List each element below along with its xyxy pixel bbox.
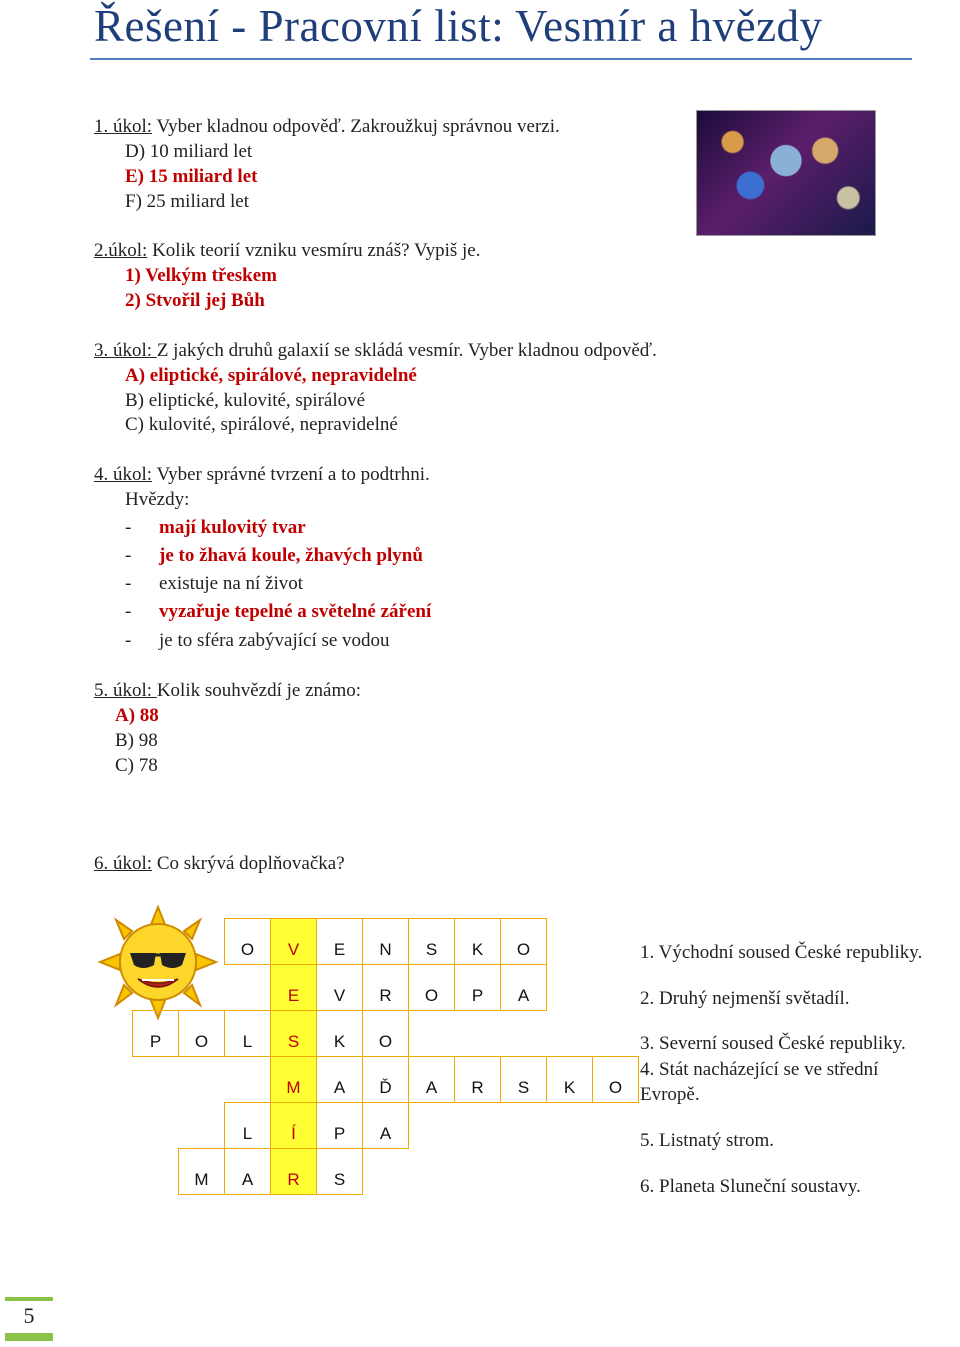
task3-label: 3. úkol: — [94, 340, 157, 361]
crossword-cell — [409, 919, 455, 965]
title-divider — [90, 58, 912, 60]
crossword-empty-cell — [133, 1057, 179, 1103]
crossword-empty-cell — [179, 919, 225, 965]
crossword-letter: A — [379, 1124, 392, 1143]
task4-question: Vyber správné tvrzení a to podtrhni. — [152, 464, 430, 485]
crossword-key-cell — [271, 1103, 317, 1149]
crossword-letter: Í — [291, 1124, 296, 1143]
crossword-cell — [363, 919, 409, 965]
task4-item — [125, 599, 431, 624]
task5-label: 5. úkol: — [94, 680, 157, 701]
crossword-letter: A — [241, 1170, 254, 1189]
crossword-cell — [593, 1057, 639, 1103]
crossword-empty-cell — [455, 1011, 501, 1057]
crossword-row — [133, 1103, 639, 1149]
crossword-row — [133, 919, 639, 965]
task5-option-b: B) 98 — [115, 730, 158, 751]
crossword-cell — [225, 1011, 271, 1057]
task4-item-text: je to žhavá koule, žhavých plynů — [159, 545, 423, 566]
task4-item-text: mají kulovitý tvar — [159, 517, 306, 538]
crossword-cell — [501, 919, 547, 965]
task1-option-e: E) 15 miliard let — [125, 166, 258, 187]
task4-item-text: je to sféra zabývající se vodou — [159, 630, 390, 651]
crossword-empty-cell — [133, 965, 179, 1011]
task3-option-a: A) eliptické, spirálové, nepravidelné — [125, 365, 417, 386]
crossword-key-cell — [271, 965, 317, 1011]
crossword-letter: Ď — [379, 1078, 392, 1097]
crossword-empty-cell — [133, 1103, 179, 1149]
crossword-row — [133, 1149, 639, 1195]
crossword-cell — [133, 1011, 179, 1057]
crossword-cell — [225, 919, 271, 965]
crossword-letter: S — [333, 1170, 346, 1189]
bullet-dash: - — [125, 573, 132, 594]
crossword-letter: M — [194, 1170, 209, 1189]
task2-question: Kolik teorií vzniku vesmíru znáš? Vypiš je. — [147, 240, 481, 261]
crossword-letter: S — [287, 1032, 300, 1051]
crossword-letter: V — [287, 940, 300, 959]
clue-2: 2. Druhý nejmenší světadíl. — [640, 988, 850, 1009]
page-number-rule-bottom — [5, 1333, 53, 1341]
task3-option-b: B) eliptické, kulovité, spirálové — [125, 390, 366, 411]
crossword-empty-cell — [179, 1057, 225, 1103]
crossword-empty-cell — [225, 1057, 271, 1103]
task4-item — [125, 515, 306, 540]
task1-heading — [94, 114, 560, 139]
clue-4: 4. Stát nacházející se ve střední — [640, 1059, 879, 1080]
crossword-cell — [363, 1103, 409, 1149]
crossword-letter: K — [471, 940, 484, 959]
task3-question: Z jakých druhů galaxií se skládá vesmír. Vyber kladnou odpověď. — [156, 340, 657, 361]
crossword-letter: K — [333, 1032, 346, 1051]
crossword-letter: V — [333, 986, 346, 1005]
crossword-letter: A — [425, 1078, 438, 1097]
crossword-cell — [547, 1057, 593, 1103]
task4-item-text: vyzařuje tepelné a světelné záření — [159, 601, 432, 622]
crossword-cell — [501, 1057, 547, 1103]
task4-item-text: existuje na ní život — [159, 573, 304, 594]
page-title: Řešení - Pracovní list: Vesmír a hvězdy — [94, 1, 823, 51]
crossword-empty-cell — [547, 1011, 593, 1057]
task4-item — [125, 571, 303, 596]
crossword-letter: O — [240, 940, 255, 959]
crossword-empty-cell — [547, 1149, 593, 1195]
task4-label: 4. úkol: — [94, 464, 153, 485]
bullet-dash: - — [125, 517, 132, 538]
crossword-key-cell — [271, 919, 317, 965]
crossword-empty-cell — [455, 1149, 501, 1195]
crossword-empty-cell — [409, 1149, 455, 1195]
crossword-cell — [179, 1011, 225, 1057]
crossword-letter: K — [563, 1078, 576, 1097]
task6-question: Co skrývá doplňovačka? — [152, 853, 345, 874]
crossword-key-cell — [271, 1057, 317, 1103]
crossword-letter: O — [378, 1032, 393, 1051]
crossword-row — [133, 965, 639, 1011]
crossword-letter: S — [517, 1078, 530, 1097]
crossword-empty-cell — [593, 919, 639, 965]
crossword-letter: R — [471, 1078, 484, 1097]
clue-4-continued: Evropě. — [640, 1084, 700, 1105]
crossword-cell — [317, 919, 363, 965]
crossword-empty-cell — [179, 1103, 225, 1149]
crossword-empty-cell — [501, 1149, 547, 1195]
crossword-cell — [455, 1057, 501, 1103]
task2-answer-2: 2) Stvořil jej Bůh — [125, 290, 265, 311]
page-number: 5 — [23, 1303, 35, 1328]
task4-heading — [94, 462, 430, 487]
clue-6: 6. Planeta Sluneční soustavy. — [640, 1176, 861, 1197]
task1-option-f: F) 25 miliard let — [125, 191, 250, 212]
task6-heading — [94, 851, 345, 876]
crossword-empty-cell — [363, 1149, 409, 1195]
crossword-letter: O — [516, 940, 531, 959]
crossword-empty-cell — [409, 1103, 455, 1149]
task2-label: 2.úkol: — [94, 240, 148, 261]
bullet-dash: - — [125, 601, 132, 622]
crossword-cell — [455, 919, 501, 965]
crossword-empty-cell — [547, 919, 593, 965]
crossword-cell — [363, 1057, 409, 1103]
crossword-cell — [317, 1149, 363, 1195]
crossword-empty-cell — [179, 965, 225, 1011]
crossword-empty-cell — [593, 1011, 639, 1057]
crossword-cell — [317, 965, 363, 1011]
crossword-cell — [317, 1057, 363, 1103]
crossword-key-cell — [271, 1011, 317, 1057]
crossword-cell — [179, 1149, 225, 1195]
crossword-letter: E — [287, 986, 300, 1005]
crossword-letter: M — [286, 1078, 301, 1097]
clue-3: 3. Severní soused České republiky. — [640, 1033, 906, 1054]
task5-heading — [94, 678, 361, 703]
crossword-letter: R — [379, 986, 392, 1005]
task4-item — [125, 628, 390, 653]
task5-option-a: A) 88 — [115, 705, 159, 726]
crossword-key-cell — [271, 1149, 317, 1195]
crossword-empty-cell — [409, 1011, 455, 1057]
crossword-letter: A — [333, 1078, 346, 1097]
crossword-cell — [363, 965, 409, 1011]
task3-option-c: C) kulovité, spirálové, nepravidelné — [125, 414, 398, 435]
clue-5: 5. Listnatý strom. — [640, 1130, 775, 1151]
crossword-empty-cell — [547, 1103, 593, 1149]
task5-option-c: C) 78 — [115, 755, 158, 776]
crossword-letter: S — [425, 940, 438, 959]
crossword-letter: R — [287, 1170, 300, 1189]
crossword-cell — [317, 1103, 363, 1149]
crossword-grid — [132, 918, 639, 1195]
crossword-cell — [409, 965, 455, 1011]
task2-heading — [94, 238, 480, 263]
crossword-empty-cell — [593, 1103, 639, 1149]
bullet-dash: - — [125, 545, 132, 566]
task1-question: Vyber kladnou odpověď. Zakroužkuj správnou verzi. — [156, 116, 560, 137]
task1-label: 1. úkol: — [94, 116, 153, 137]
crossword-cell — [317, 1011, 363, 1057]
crossword-empty-cell — [455, 1103, 501, 1149]
crossword-letter: N — [379, 940, 392, 959]
crossword-letter: A — [517, 986, 530, 1005]
crossword-cell — [225, 1149, 271, 1195]
task2-answer-1: 1) Velkým třeskem — [125, 265, 277, 286]
crossword-empty-cell — [593, 965, 639, 1011]
crossword-row — [133, 1011, 639, 1057]
crossword-empty-cell — [133, 1149, 179, 1195]
crossword-empty-cell — [593, 1149, 639, 1195]
crossword-cell — [501, 965, 547, 1011]
crossword-letter: P — [149, 1032, 162, 1051]
crossword-letter: O — [608, 1078, 623, 1097]
crossword-empty-cell — [225, 965, 271, 1011]
crossword-letter: O — [194, 1032, 209, 1051]
crossword-cell — [455, 965, 501, 1011]
crossword-cell — [363, 1011, 409, 1057]
crossword-letter: L — [242, 1124, 253, 1143]
crossword-letter: P — [333, 1124, 346, 1143]
task4-subhead: Hvězdy: — [125, 489, 190, 510]
task3-heading — [94, 338, 657, 363]
crossword-empty-cell — [133, 919, 179, 965]
crossword-cell — [409, 1057, 455, 1103]
task6-label: 6. úkol: — [94, 853, 153, 874]
crossword-letter: E — [333, 940, 346, 959]
crossword-letter: L — [242, 1032, 253, 1051]
clue-1: 1. Východní soused České republiky. — [640, 942, 923, 963]
crossword-empty-cell — [501, 1011, 547, 1057]
task1-option-d: D) 10 miliard let — [125, 141, 253, 162]
crossword-letter: O — [424, 986, 439, 1005]
crossword-row — [133, 1057, 639, 1103]
bullet-dash: - — [125, 630, 132, 651]
crossword-empty-cell — [547, 965, 593, 1011]
crossword-empty-cell — [501, 1103, 547, 1149]
space-planets-image — [696, 110, 876, 236]
crossword-letter: P — [471, 986, 484, 1005]
task5-question: Kolik souhvězdí je známo: — [156, 680, 362, 701]
task4-item — [125, 543, 423, 568]
crossword-cell — [225, 1103, 271, 1149]
